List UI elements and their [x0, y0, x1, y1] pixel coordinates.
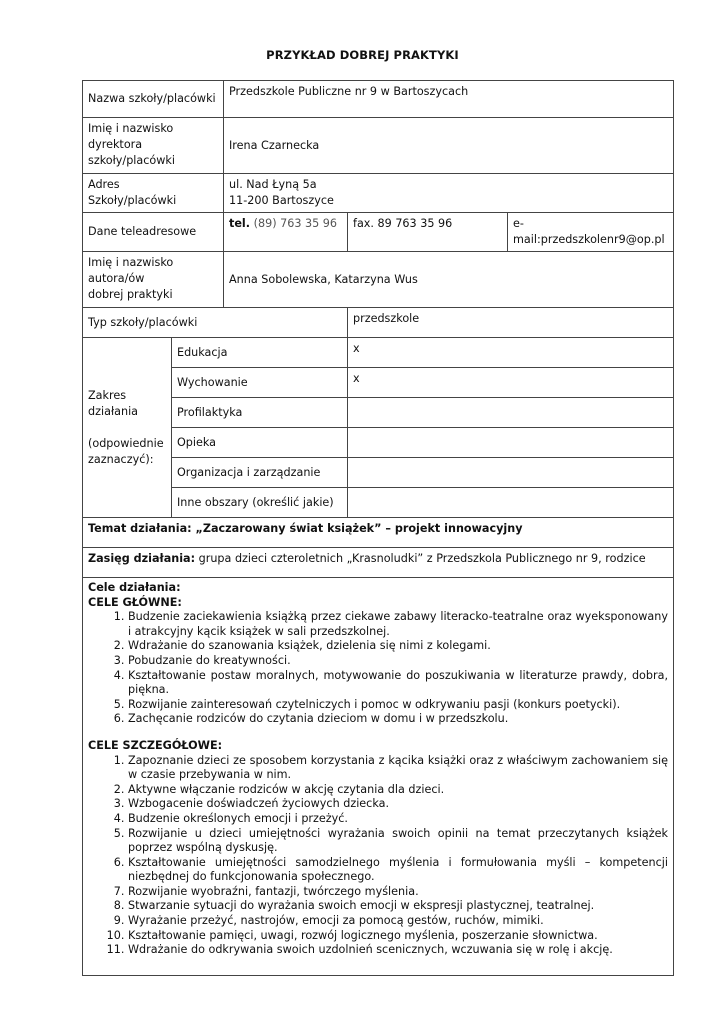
scope-label-line: działania	[88, 404, 139, 418]
scope-item-label: Organizacja i zarządzanie	[172, 458, 348, 488]
row-address	[83, 174, 674, 213]
list-item: 3. Wzbogacenie doświadczeń życiowych dziecka.	[128, 797, 668, 812]
scope-row	[83, 368, 674, 398]
page-title: PRZYKŁAD DOBREJ PRAKTYKI	[266, 48, 459, 62]
scope-item-label: Inne obszary (określić jakie)	[172, 488, 348, 518]
list-item: 5. Rozwijanie u dzieci umiejętności wyrażania swoich opinii na temat przeczytanych książek poprzez wspólną dyskusję.	[128, 827, 668, 856]
tel-value: (89) 763 35 96	[250, 217, 338, 230]
topic-text: Temat działania: „Zaczarowany świat książek” – projekt innowacyjny	[83, 518, 674, 548]
row-director	[83, 118, 674, 174]
authors-label-line: Imię i nazwisko	[88, 256, 174, 269]
authors-label-line: autora/ów	[88, 272, 145, 285]
contact-label: Dane teleadresowe	[83, 213, 224, 252]
list-item: 1. Zapoznanie dzieci ze sposobem korzystania z kącika książki oraz z właściwym zachowaniem się w czasie przebywania w nim.	[128, 754, 668, 783]
list-item: 4. Budzenie określonych emocji i przeżyć.	[128, 812, 668, 827]
reach-label: Zasięg działania:	[88, 552, 196, 565]
row-contact	[83, 213, 674, 252]
row-reach	[83, 548, 674, 578]
main-goals-heading: CELE GŁÓWNE:	[88, 595, 182, 609]
row-type	[83, 308, 674, 338]
scope-item-label: Opieka	[172, 428, 348, 458]
list-item: 8. Stwarzanie sytuacji do wyrażania swoich emocji w ekspresji plastycznej, teatralnej.	[128, 899, 668, 914]
type-label: Typ szkoły/placówki	[83, 308, 348, 338]
list-item: 4. Kształtowanie postaw moralnych, motywowanie do poszukiwania w literaturze prawdy, dobra, piękna.	[128, 669, 668, 698]
row-authors	[83, 252, 674, 308]
address-label	[83, 174, 224, 213]
scope-row	[83, 338, 674, 368]
director-label-line: szkoły/placówki	[88, 154, 175, 167]
scope-item-label: Edukacja	[172, 338, 348, 368]
tel-prefix: tel.	[229, 217, 251, 230]
scope-item-mark	[348, 398, 674, 428]
list-item: 3. Pobudzanie do kreatywności.	[128, 654, 668, 669]
address-label-line: Szkoły/placówki	[88, 194, 177, 207]
school-label: Nazwa szkoły/placówki	[83, 81, 224, 118]
scope-item-label: Wychowanie	[172, 368, 348, 398]
list-item: 7. Rozwijanie wyobraźni, fantazji, twórczego myślenia.	[128, 885, 668, 900]
scope-item-mark: x	[348, 338, 674, 368]
main-goals-list	[88, 610, 668, 727]
scope-item-label: Profilaktyka	[172, 398, 348, 428]
list-item: 1. Budzenie zaciekawienia książką przez ciekawe zabawy literacko-teatralne oraz wyeksponowany i atrakcyjny kącik książek w sali przedszkolnej.	[128, 610, 668, 639]
authors-value: Anna Sobolewska, Katarzyna Wus	[224, 252, 674, 308]
scope-row	[83, 488, 674, 518]
scope-row	[83, 458, 674, 488]
scope-row	[83, 398, 674, 428]
reach-cell	[83, 548, 674, 578]
address-label-line: Adres	[88, 178, 120, 191]
school-value: Przedszkole Publiczne nr 9 w Bartoszycach	[224, 81, 674, 118]
director-label-line: dyrektora	[88, 138, 143, 151]
address-city: 11-200 Bartoszyce	[229, 194, 334, 207]
list-item: 11. Wdrażanie do odkrywania swoich uzdolnień scenicznych, wczuwania się w rolę i akcję.	[128, 943, 668, 958]
director-value: Irena Czarnecka	[224, 118, 674, 174]
detail-goals-heading: CELE SZCZEGÓŁOWE:	[88, 738, 223, 752]
list-item: 2. Wdrażanie do szanowania książek, dzielenia się nimi z kolegami.	[128, 639, 668, 654]
row-goals	[83, 578, 674, 976]
list-item: 5. Rozwijanie zainteresowań czytelniczych i pomoc w odkrywaniu pasji (konkurs poetycki).	[128, 698, 668, 713]
row-topic	[83, 518, 674, 548]
address-value	[224, 174, 674, 213]
list-item: 9. Wyrażanie przeżyć, nastrojów, emocji za pomocą gestów, ruchów, mimiki.	[128, 914, 668, 929]
scope-label	[83, 338, 172, 518]
practice-form-table	[82, 80, 674, 976]
director-label-line: Imię i nazwisko	[88, 122, 174, 135]
goals-cell	[83, 578, 674, 976]
type-value: przedszkole	[348, 308, 674, 338]
authors-label-line: dobrej praktyki	[88, 288, 173, 301]
contact-fax: fax. 89 763 35 96	[348, 213, 508, 252]
scope-note-line: (odpowiednie	[88, 436, 164, 450]
scope-note-line: zaznaczyć):	[88, 452, 154, 466]
scope-item-mark	[348, 428, 674, 458]
scope-row	[83, 428, 674, 458]
scope-label-line: Zakres	[88, 388, 127, 402]
director-label	[83, 118, 224, 174]
goals-heading: Cele działania:	[88, 581, 181, 594]
authors-label	[83, 252, 224, 308]
list-item: 6. Kształtowanie umiejętności samodzielnego myślenia i formułowania myśli – kompetencji niezbędnej do funkcjonowania społecznego.	[128, 856, 668, 885]
row-school	[83, 81, 674, 118]
list-item: 6. Zachęcanie rodziców do czytania dzieciom w domu i w przedszkolu.	[128, 712, 668, 727]
list-item: 2. Aktywne włączanie rodziców w akcję czytania dla dzieci.	[128, 783, 668, 798]
address-street: ul. Nad Łyną 5a	[229, 178, 317, 191]
scope-item-mark: x	[348, 368, 674, 398]
list-item: 10. Kształtowanie pamięci, uwagi, rozwój logicznego myślenia, poszerzanie słownictwa.	[128, 929, 668, 944]
contact-email: e-mail:przedszkolenr9@op.pl	[508, 213, 674, 252]
reach-text: grupa dzieci czteroletnich „Krasnoludki” z Przedszkola Publicznego nr 9, rodzice	[195, 552, 646, 565]
scope-item-mark	[348, 488, 674, 518]
scope-item-mark	[348, 458, 674, 488]
detail-goals-list	[88, 754, 668, 958]
contact-tel	[224, 213, 348, 252]
